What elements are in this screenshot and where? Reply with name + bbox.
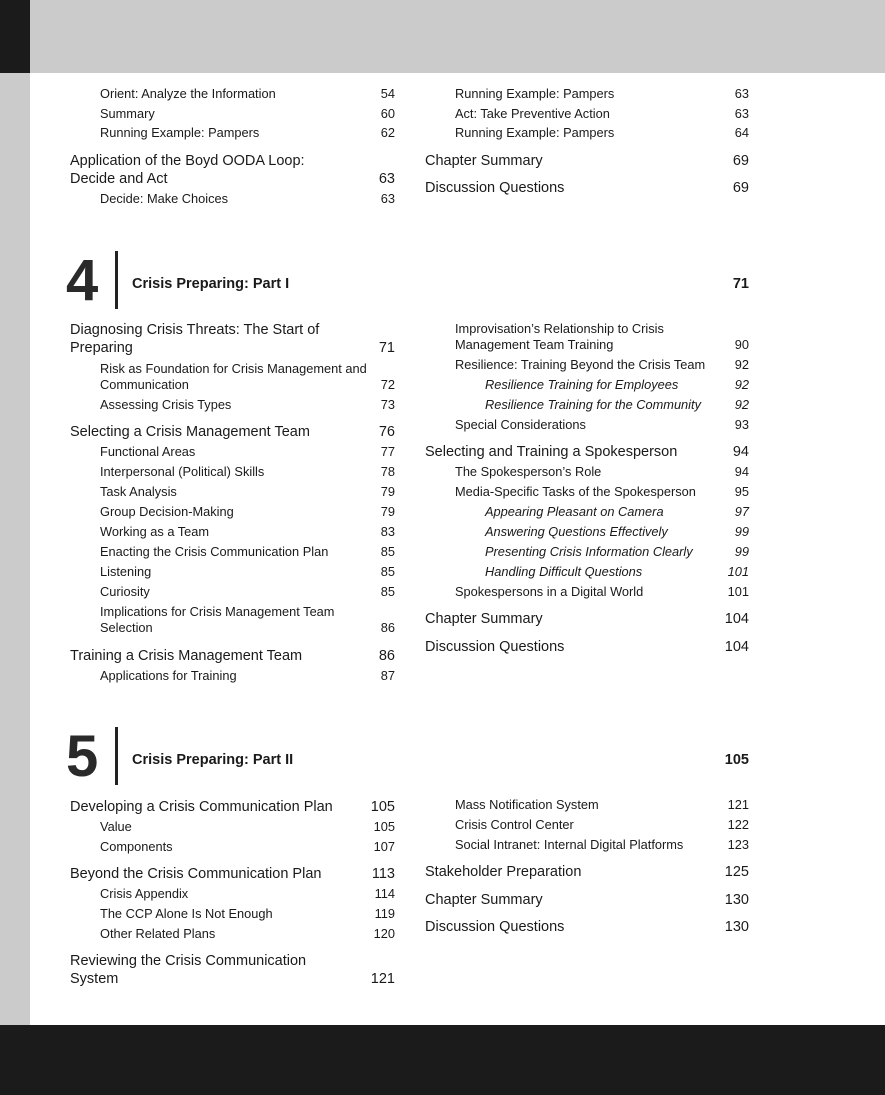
- toc-entry-title: Media-Specific Tasks of the Spokesperson: [455, 484, 696, 499]
- toc-entry-page: 54: [380, 86, 395, 101]
- toc-subsection: [70, 584, 395, 600]
- toc-entry-page: 60: [380, 106, 395, 121]
- toc-subsection: [70, 544, 395, 560]
- toc-entry-title: Application of the Boyd OODA Loop: Decide and Act: [70, 153, 305, 187]
- toc-entry-title: Appearing Pleasant on Camera: [485, 504, 664, 519]
- toc-subsubsection: [425, 524, 749, 540]
- toc-section: [425, 152, 749, 170]
- toc-subsubsection: [425, 397, 749, 413]
- toc-entry-title: Listening: [100, 564, 152, 579]
- toc-entry-page: 86: [380, 620, 395, 635]
- toc-entry-title: The Spokesperson’s Role: [455, 464, 602, 479]
- toc-entry-title: Diagnosing Crisis Threats: The Start of Preparing: [70, 322, 320, 356]
- toc-entry-title: Discussion Questions: [425, 919, 565, 935]
- toc-section: [425, 179, 749, 197]
- toc-subsection: [70, 819, 395, 835]
- toc-entry-title: Spokespersons in a Digital World: [455, 584, 644, 599]
- toc-entry-page: 120: [373, 926, 395, 941]
- toc-entry-title: Crisis Control Center: [455, 817, 574, 832]
- toc-entry-title: Beyond the Crisis Communication Plan: [70, 866, 322, 882]
- toc-subsection: [425, 837, 749, 853]
- toc-entry-title: Running Example: Pampers: [100, 125, 260, 140]
- toc-subsection: [70, 464, 395, 480]
- toc-entry-title: Selecting and Training a Spokesperson: [425, 444, 678, 460]
- toc-entry-page: 94: [732, 444, 749, 460]
- toc-subsection: [70, 444, 395, 460]
- toc-entry-title: Discussion Questions: [425, 180, 565, 196]
- toc-entry-page: 97: [734, 504, 749, 519]
- toc-subsection: [70, 191, 395, 207]
- toc-entry-title: Resilience: Training Beyond the Crisis Team: [455, 357, 706, 372]
- toc-entry-title: Orient: Analyze the Information: [100, 86, 276, 101]
- toc-entry-title: Implications for Crisis Management Team Selection: [100, 604, 335, 635]
- toc-section: [70, 152, 395, 188]
- toc-entry-page: 93: [734, 417, 749, 432]
- toc-entry-page: 64: [734, 125, 749, 140]
- toc-entry-page: 78: [380, 464, 395, 479]
- toc-entry-title: Special Considerations: [455, 417, 586, 432]
- toc-subsection: [70, 668, 395, 684]
- toc-entry-page: 90: [734, 337, 749, 352]
- toc-section: [425, 863, 749, 881]
- toc-entry-page: 105: [373, 819, 395, 834]
- toc-entry-title: Summary: [100, 106, 155, 121]
- toc-entry-page: 83: [380, 524, 395, 539]
- toc-section: [70, 798, 395, 816]
- toc-subsection: [70, 106, 395, 122]
- toc-entry-page: 85: [380, 584, 395, 599]
- toc-section: [70, 865, 395, 883]
- toc-entry-title: Presenting Crisis Information Clearly: [485, 544, 693, 559]
- toc-entry-title: Chapter Summary: [425, 153, 543, 169]
- toc-entry-page: 63: [380, 191, 395, 206]
- toc-entry-title: Resilience Training for Employees: [485, 377, 679, 392]
- toc-section: [425, 443, 749, 461]
- toc-entry-page: 69: [732, 153, 749, 169]
- toc-subsection: [70, 839, 395, 855]
- toc-entry-page: 69: [732, 180, 749, 196]
- toc-subsection: [425, 357, 749, 373]
- bottom-margin-bar: [0, 1025, 885, 1095]
- toc-subsubsection: [425, 504, 749, 520]
- toc-entry-title: Risk as Foundation for Crisis Management and Communication: [100, 361, 367, 392]
- toc-section: [70, 423, 395, 441]
- toc-entry-title: Other Related Plans: [100, 926, 216, 941]
- toc-section: [70, 321, 395, 357]
- toc-entry-title: Enacting the Crisis Communication Plan: [100, 544, 329, 559]
- chapter-page: 71: [732, 276, 749, 292]
- toc-entry-page: 130: [724, 892, 749, 908]
- toc-entry-title: Act: Take Preventive Action: [455, 106, 610, 121]
- toc-entry-page: 85: [380, 564, 395, 579]
- toc-subsection: [70, 886, 395, 902]
- chapter-title: Crisis Preparing: Part II: [132, 752, 294, 768]
- toc-entry-title: Running Example: Pampers: [455, 125, 615, 140]
- toc-entry-page: 104: [724, 639, 749, 655]
- toc-section: [425, 638, 749, 656]
- toc-entry-title: Resilience Training for the Community: [485, 397, 701, 412]
- toc-entry-page: 121: [727, 797, 749, 812]
- toc-entry-title: Developing a Crisis Communication Plan: [70, 799, 333, 815]
- toc-entry-title: Applications for Training: [100, 668, 237, 683]
- toc-subsection: [425, 106, 749, 122]
- toc-entry-page: 71: [378, 340, 395, 356]
- toc-entry-title: Curiosity: [100, 584, 150, 599]
- toc-subsection: [425, 797, 749, 813]
- toc-subsection: [70, 604, 395, 636]
- toc-section: [70, 647, 395, 665]
- toc-entry-title: Crisis Appendix: [100, 886, 189, 901]
- toc-entry-title: Working as a Team: [100, 524, 210, 539]
- toc-entry-title: Handling Difficult Questions: [485, 564, 643, 579]
- chapter-number: 5: [66, 724, 99, 789]
- toc-entry-page: 77: [380, 444, 395, 459]
- toc-entry-title: Chapter Summary: [425, 892, 543, 908]
- toc-entry-title: Reviewing the Crisis Communication System: [70, 953, 307, 987]
- toc-entry-page: 113: [371, 866, 395, 882]
- toc-entry-page: 63: [734, 86, 749, 101]
- chapter-number: 4: [66, 248, 99, 313]
- toc-entry-page: 92: [734, 397, 749, 412]
- toc-entry-title: Task Analysis: [100, 484, 177, 499]
- toc-entry-title: Functional Areas: [100, 444, 196, 459]
- toc-subsubsection: [425, 564, 749, 580]
- toc-entry-page: 121: [370, 971, 395, 987]
- toc-subsection: [425, 86, 749, 102]
- toc-entry-page: 119: [374, 906, 395, 921]
- toc-entry-page: 73: [380, 397, 395, 412]
- toc-entry-page: 101: [727, 564, 749, 579]
- toc-subsection: [70, 926, 395, 942]
- toc-entry-title: Assessing Crisis Types: [100, 397, 232, 412]
- toc-entry-page: 79: [380, 504, 395, 519]
- toc-subsection: [70, 906, 395, 922]
- toc-entry-page: 94: [734, 464, 749, 479]
- toc-subsection: [70, 484, 395, 500]
- toc-subsection: [70, 564, 395, 580]
- toc-entry-page: 87: [380, 668, 395, 683]
- toc-entry-page: 123: [727, 837, 749, 852]
- toc-entry-title: Components: [100, 839, 173, 854]
- toc-entry-page: 85: [380, 544, 395, 559]
- toc-subsection: [70, 397, 395, 413]
- toc-entry-title: Group Decision-Making: [100, 504, 234, 519]
- toc-entry-title: Value: [100, 819, 132, 834]
- toc-entry-title: Social Intranet: Internal Digital Platforms: [455, 837, 684, 852]
- left-margin-bar: [0, 73, 30, 1025]
- toc-subsection: [70, 86, 395, 102]
- chapter-title: Crisis Preparing: Part I: [132, 276, 290, 292]
- toc-entry-page: 95: [734, 484, 749, 499]
- toc-entry-page: 92: [734, 357, 749, 372]
- toc-entry-page: 101: [727, 584, 749, 599]
- chapter-page: 105: [724, 752, 749, 768]
- toc-subsubsection: [425, 377, 749, 393]
- toc-entry-title: Chapter Summary: [425, 611, 543, 627]
- toc-subsection: [425, 417, 749, 433]
- toc-subsection: [425, 817, 749, 833]
- toc-entry-title: Mass Notification System: [455, 797, 599, 812]
- toc-section: [425, 891, 749, 909]
- toc-entry-title: Selecting a Crisis Management Team: [70, 424, 310, 440]
- toc-entry-title: Improvisation’s Relationship to Crisis Management Team Training: [455, 321, 664, 352]
- toc-section: [70, 952, 395, 988]
- toc-entry-page: 92: [734, 377, 749, 392]
- toc-subsection: [425, 584, 749, 600]
- corner-block: [0, 0, 30, 73]
- toc-entry-page: 79: [380, 484, 395, 499]
- toc-subsection: [425, 464, 749, 480]
- toc-subsection: [70, 361, 395, 393]
- toc-entry-page: 104: [724, 611, 749, 627]
- toc-entry-page: 76: [378, 424, 395, 440]
- toc-subsection: [70, 524, 395, 540]
- toc-subsection: [425, 125, 749, 141]
- toc-entry-page: 99: [734, 544, 749, 559]
- toc-entry-page: 63: [734, 106, 749, 121]
- toc-entry-page: 62: [380, 125, 395, 140]
- toc-section: [425, 918, 749, 936]
- toc-entry-page: 122: [727, 817, 749, 832]
- toc-subsection: [425, 321, 749, 353]
- top-margin-bar: [30, 0, 885, 73]
- toc-entry-page: 86: [378, 648, 395, 664]
- toc-subsection: [70, 125, 395, 141]
- chapter-rule: [115, 251, 118, 309]
- toc-entry-title: Answering Questions Effectively: [485, 524, 668, 539]
- toc-entry-page: 107: [373, 839, 395, 854]
- toc-entry-page: 99: [734, 524, 749, 539]
- toc-subsection: [70, 504, 395, 520]
- toc-section: [425, 610, 749, 628]
- toc-entry-page: 63: [378, 171, 395, 187]
- toc-entry-title: Interpersonal (Political) Skills: [100, 464, 265, 479]
- toc-entry-title: Running Example: Pampers: [455, 86, 615, 101]
- chapter-rule: [115, 727, 118, 785]
- toc-entry-page: 105: [370, 799, 395, 815]
- toc-entry-title: Stakeholder Preparation: [425, 864, 582, 880]
- toc-subsection: [425, 484, 749, 500]
- toc-entry-page: 130: [724, 919, 749, 935]
- toc-entry-title: Discussion Questions: [425, 639, 565, 655]
- toc-subsubsection: [425, 544, 749, 560]
- toc-entry-title: Training a Crisis Management Team: [70, 648, 303, 664]
- toc-entry-title: The CCP Alone Is Not Enough: [100, 906, 273, 921]
- toc-entry-title: Decide: Make Choices: [100, 191, 229, 206]
- toc-entry-page: 72: [380, 377, 395, 392]
- toc-entry-page: 125: [724, 864, 749, 880]
- toc-entry-page: 114: [374, 886, 395, 901]
